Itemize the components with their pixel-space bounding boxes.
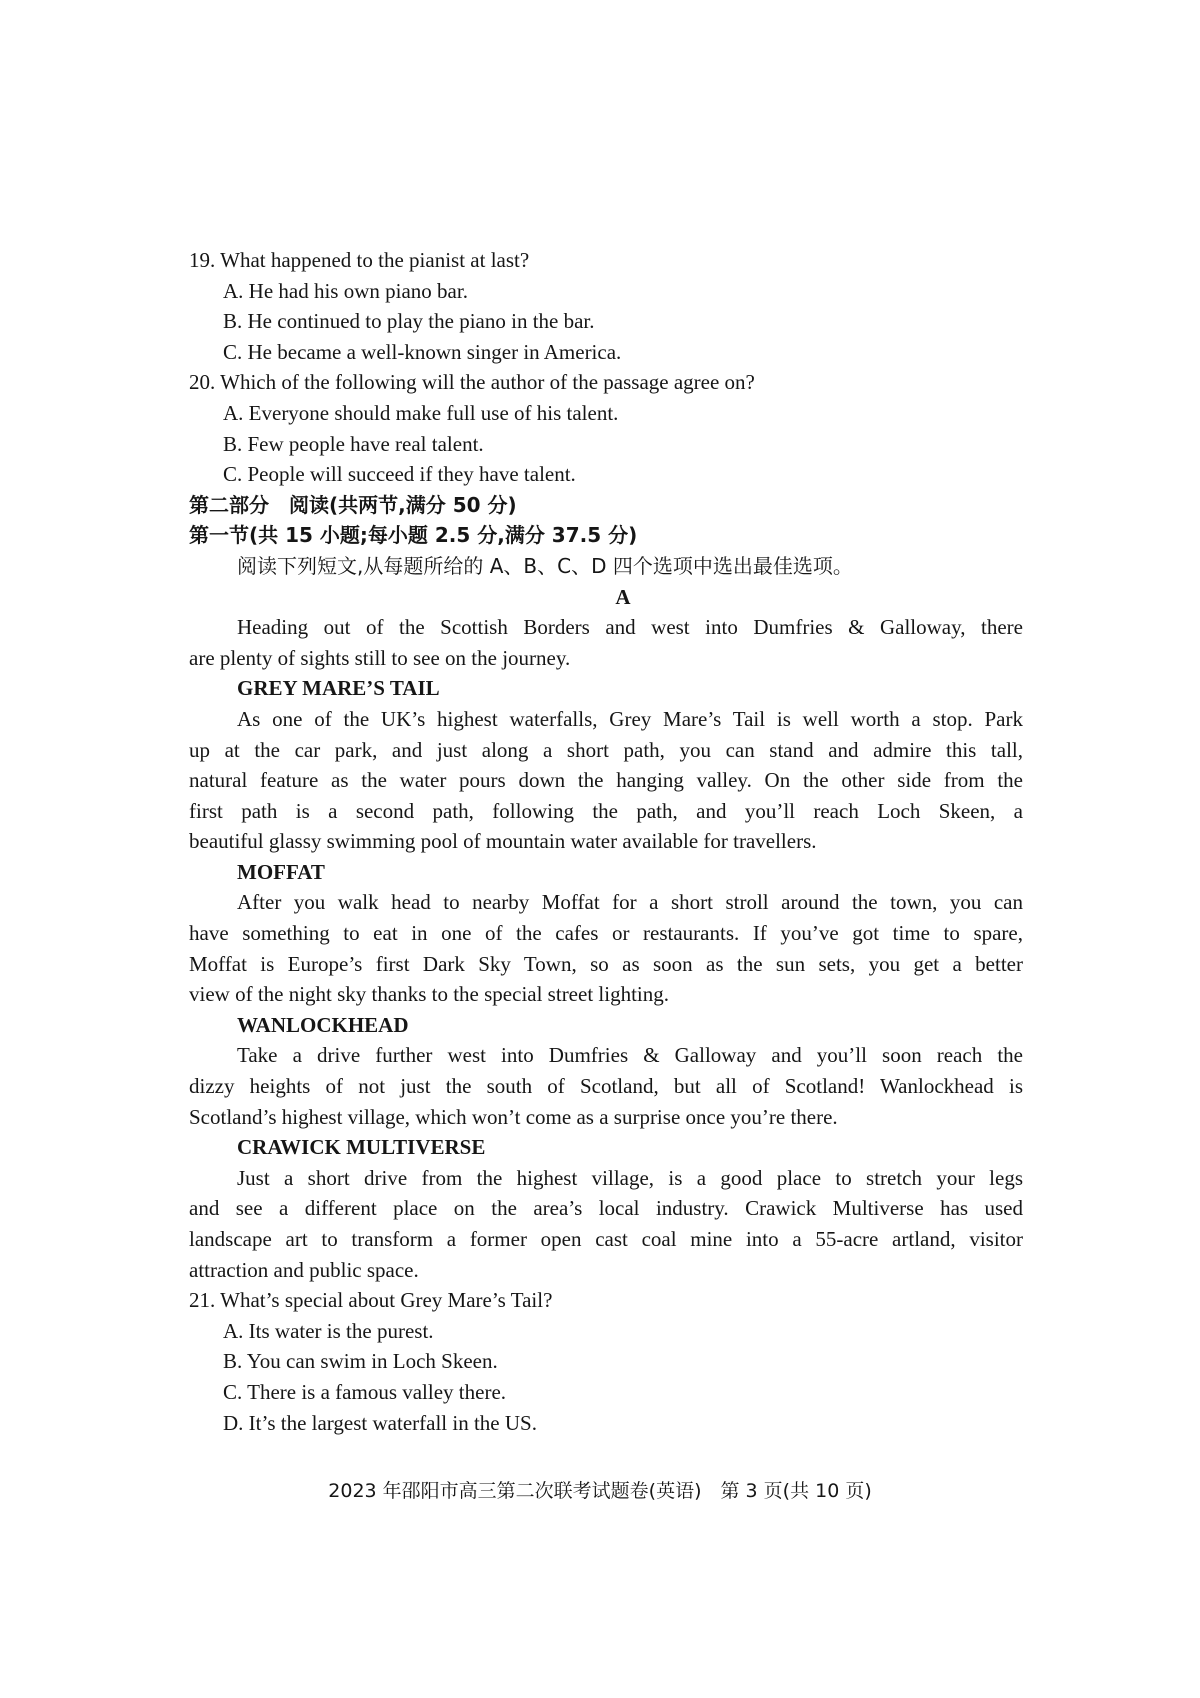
question-stem: 20. Which of the following will the author of the passage agree on? xyxy=(189,370,755,395)
passage-line: have something to eat in one of the cafes or restaurants. If you’ve got time to spare, xyxy=(189,921,1023,946)
passage-label: A xyxy=(615,584,631,609)
question-19 xyxy=(189,245,1023,367)
passage-line: attraction and public space. xyxy=(189,1257,419,1282)
part-title: 第二部分 阅读(共两节,满分 50 分) xyxy=(189,492,517,517)
passage-intro-line: Heading out of the Scottish Borders and west into Dumfries & Galloway, there xyxy=(237,615,1023,640)
passage-section-crawick-multiverse xyxy=(189,1132,1023,1285)
answer-option: A. Its water is the purest. xyxy=(223,1318,434,1343)
passage-section-grey-mares-tail xyxy=(189,673,1023,857)
passage-section-moffat xyxy=(189,857,1023,1010)
passage-line: first path is a second path, following the path, and you’ll reach Loch Skeen, a xyxy=(189,798,1023,823)
passage-line: beautiful glassy swimming pool of mountain water available for travellers. xyxy=(189,829,817,854)
passage-line: up at the car park, and just along a short path, you can stand and admire this tall, xyxy=(189,737,1023,762)
passage-line: view of the night sky thanks to the special street lighting. xyxy=(189,982,669,1007)
answer-option: B. Few people have real talent. xyxy=(223,431,484,456)
answer-option: B. You can swim in Loch Skeen. xyxy=(223,1349,498,1374)
passage-section-wanlockhead xyxy=(189,1010,1023,1132)
subsection-title: 第一节(共 15 小题;每小题 2.5 分,满分 37.5 分) xyxy=(189,523,638,548)
passage-line: dizzy heights of not just the south of Scotland, but all of Scotland! Wanlockhead is xyxy=(189,1074,1023,1099)
question-stem: 21. What’s special about Grey Mare’s Tail? xyxy=(189,1288,553,1313)
answer-option: C. People will succeed if they have talent. xyxy=(223,462,576,487)
passage-line: landscape art to transform a former open cast coal mine into a 55-acre artland, visitor xyxy=(189,1227,1023,1251)
section-heading: MOFFAT xyxy=(237,859,325,884)
passage-line: natural feature as the water pours down the hanging valley. On the other side from the xyxy=(189,768,1023,793)
answer-option: A. He had his own piano bar. xyxy=(223,278,468,303)
exam-page-content xyxy=(189,245,1023,1438)
question-21 xyxy=(189,1285,1023,1438)
passage-line: After you walk head to nearby Moffat for a short stroll around the town, you can xyxy=(237,890,1023,915)
passage-line: Moffat is Europe’s first Dark Sky Town, so as soon as the sun sets, you get a better xyxy=(189,951,1023,976)
section-heading: WANLOCKHEAD xyxy=(237,1012,409,1037)
answer-option: B. He continued to play the piano in the bar. xyxy=(223,309,595,334)
passage-line: Take a drive further west into Dumfries & Galloway and you’ll soon reach the xyxy=(237,1043,1023,1068)
answer-option: D. It’s the largest waterfall in the US. xyxy=(223,1410,537,1435)
passage-line: Just a short drive from the highest village, is a good place to stretch your legs xyxy=(237,1165,1023,1190)
passage-a xyxy=(189,582,1023,1286)
section-heading: CRAWICK MULTIVERSE xyxy=(237,1135,486,1160)
section-heading: GREY MARE’S TAIL xyxy=(237,676,440,701)
passage-line: As one of the UK’s highest waterfalls, Grey Mare’s Tail is well worth a stop. Park xyxy=(237,706,1023,731)
passage-line: Scotland’s highest village, which won’t come as a surprise once you’re there. xyxy=(189,1104,838,1129)
page-footer: 2023 年邵阳市高三第二次联考试题卷(英语) 第 3 页(共 10 页) xyxy=(328,1480,872,1502)
passage-line: and see a different place on the area’s local industry. Crawick Multiverse has used xyxy=(189,1196,1023,1221)
answer-option: A. Everyone should make full use of his talent. xyxy=(223,400,619,425)
section-instruction: 阅读下列短文,从每题所给的 A、B、C、D 四个选项中选出最佳选项。 xyxy=(237,553,853,578)
answer-option: C. There is a famous valley there. xyxy=(223,1379,507,1404)
passage-intro-line: are plenty of sights still to see on the journey. xyxy=(189,645,571,670)
answer-option: C. He became a well-known singer in America. xyxy=(223,339,622,364)
question-stem: 19. What happened to the pianist at last? xyxy=(189,248,530,272)
question-20 xyxy=(189,367,1023,489)
